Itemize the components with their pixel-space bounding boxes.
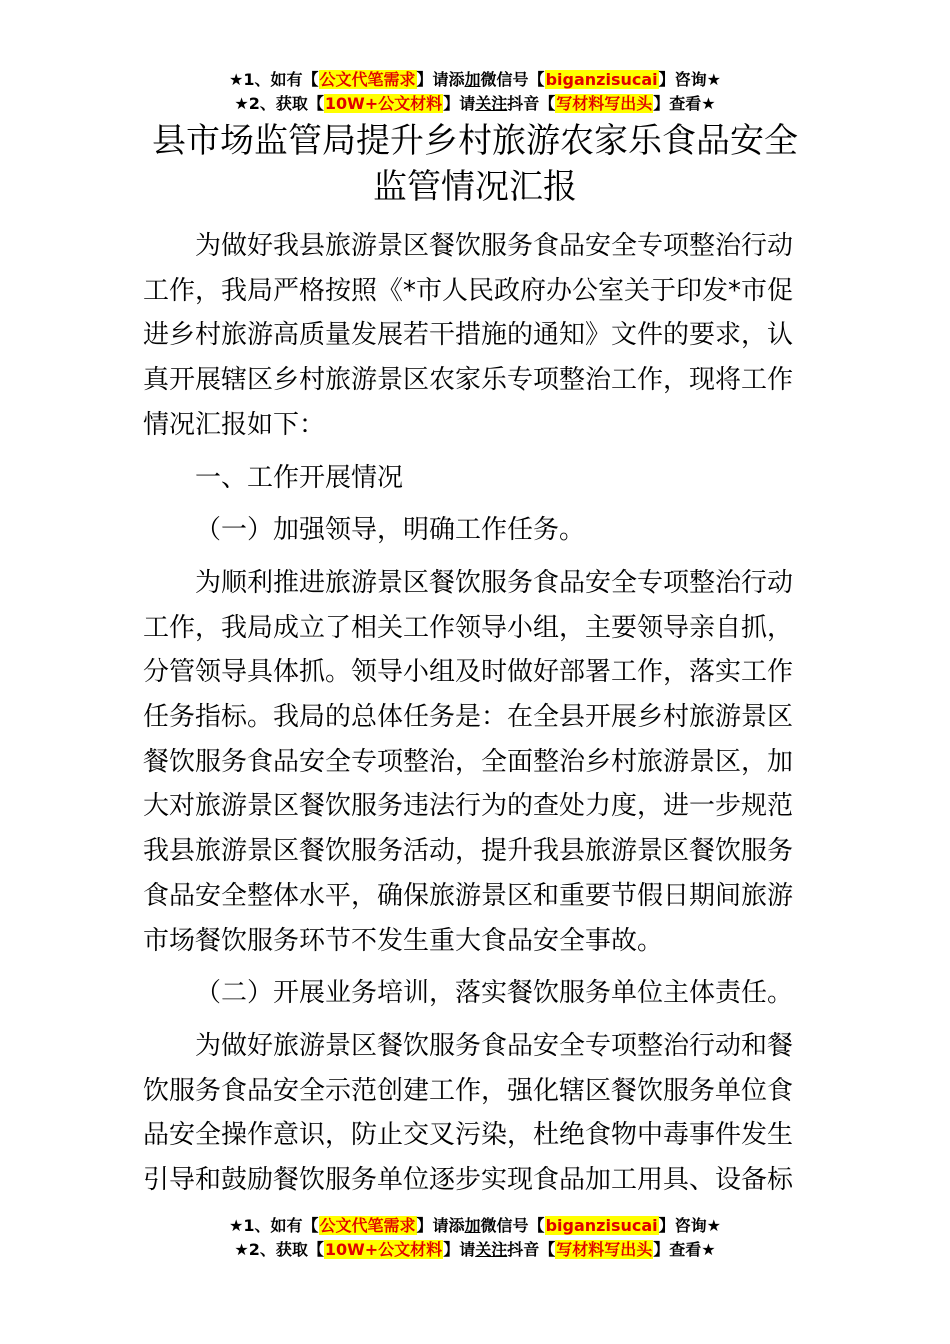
paragraph-line: 工作，我局成立了相关工作领导小组，主要领导亲自抓， (143, 612, 794, 643)
paragraph-leadership (143, 561, 807, 963)
star-icon: ★ (706, 70, 721, 89)
paragraph-line: 为做好旅游景区餐饮服务食品安全专项整治行动和餐 (195, 1030, 794, 1061)
promo-text: 2、获取【 (248, 94, 324, 113)
promo-text: 微信号【 (480, 1216, 545, 1235)
paragraph-line: 品安全操作意识，防止交叉污染，杜绝食物中毒事件发生 (143, 1120, 794, 1151)
promo-underline: 加 (464, 1216, 481, 1235)
wechat-id: biganzisucai (545, 1216, 658, 1235)
paragraph-line: 为顺利推进旅游景区餐饮服务食品安全专项整治行动 (195, 567, 794, 598)
paragraph-intro (143, 224, 807, 448)
paragraph-line: 市场餐饮服务环节不发生重大食品安全事故。 (143, 925, 664, 956)
paragraph-line: 真开展辖区乡村旅游景区农家乐专项整治工作，现将工作 (143, 365, 794, 396)
section-heading: 一、工作开展情况 (195, 462, 404, 493)
promo-highlight: 公文代笔需求 (319, 70, 416, 89)
promo-highlight: 公文代笔需求 (319, 1216, 416, 1235)
title-line-2: 监管情况汇报 (373, 167, 577, 207)
promo-line-1 (0, 68, 950, 92)
promo-text: 】请添 (416, 70, 465, 89)
subsection-heading: （一）加强领导，明确工作任务。 (195, 515, 586, 546)
document-title (0, 118, 950, 210)
paragraph-line: 任务指标。我局的总体任务是：在全县开展乡村旅游景区 (143, 702, 794, 733)
promo-underline: 关注 (475, 94, 508, 113)
paragraph-line: 食品安全整体水平，确保旅游景区和重要节假日期间旅游 (143, 880, 794, 911)
promo-text: 抖音【 (507, 94, 556, 113)
promo-underline: 关注 (475, 1240, 508, 1259)
promo-highlight: 10W+公文材料 (324, 94, 443, 113)
promo-banner-top (0, 68, 950, 116)
subsection-heading: （二）开展业务培训，落实餐饮服务单位主体责任。 (195, 978, 794, 1009)
paragraph-line: 情况汇报如下： (143, 409, 326, 440)
paragraph-training (143, 1024, 807, 1203)
paragraph-line: 为做好我县旅游景区餐饮服务食品安全专项整治行动 (195, 231, 794, 261)
promo-text: 】请 (443, 1240, 476, 1259)
paragraph-line: 大对旅游景区餐饮服务违法行为的查处力度，进一步规范 (143, 791, 794, 822)
star-icon: ★ (234, 94, 249, 113)
paragraph-line: 饮服务食品安全示范创建工作，强化辖区餐饮服务单位食 (143, 1075, 794, 1106)
star-icon: ★ (701, 1240, 716, 1259)
promo-line-2 (0, 92, 950, 116)
promo-text: 】咨询 (658, 1216, 707, 1235)
promo-highlight: 10W+公文材料 (324, 1240, 443, 1259)
promo-banner-bottom (0, 1214, 950, 1262)
promo-line-1 (0, 1214, 950, 1238)
promo-line-2 (0, 1238, 950, 1262)
star-icon: ★ (229, 1216, 244, 1235)
promo-text: 】查看 (653, 1240, 702, 1259)
paragraph-line: 工作，我局严格按照《*市人民政府办公室关于印发*市促 (143, 275, 794, 306)
document-body (143, 224, 807, 1211)
paragraph-line: 进乡村旅游高质量发展若干措施的通知》文件的要求，认 (143, 320, 794, 351)
star-icon: ★ (234, 1240, 249, 1259)
promo-text: 】咨询 (658, 70, 707, 89)
star-icon: ★ (229, 70, 244, 89)
promo-text: 1、如有【 (243, 70, 319, 89)
star-icon: ★ (701, 94, 716, 113)
promo-text: 抖音【 (507, 1240, 556, 1259)
wechat-id: biganzisucai (545, 70, 658, 89)
promo-text: 2、获取【 (248, 1240, 324, 1259)
title-line-1: 县市场监管局提升乡村旅游农家乐食品安全 (152, 121, 798, 161)
star-icon: ★ (706, 1216, 721, 1235)
douyin-id: 写材料写出头 (556, 1240, 653, 1259)
paragraph-line: 分管领导具体抓。领导小组及时做好部署工作，落实工作 (143, 657, 794, 688)
promo-underline: 加 (464, 70, 481, 89)
promo-text: 】查看 (653, 94, 702, 113)
paragraph-line: 餐饮服务食品安全专项整治，全面整治乡村旅游景区，加 (143, 746, 794, 777)
promo-text: 微信号【 (480, 70, 545, 89)
douyin-id: 写材料写出头 (556, 94, 653, 113)
promo-text: 】请添 (416, 1216, 465, 1235)
promo-text: 1、如有【 (243, 1216, 319, 1235)
paragraph-line: 引导和鼓励餐饮服务单位逐步实现食品加工用具、设备标 (143, 1165, 794, 1196)
paragraph-line: 我县旅游景区餐饮服务活动，提升我县旅游景区餐饮服务 (143, 836, 794, 867)
promo-text: 】请 (443, 94, 476, 113)
